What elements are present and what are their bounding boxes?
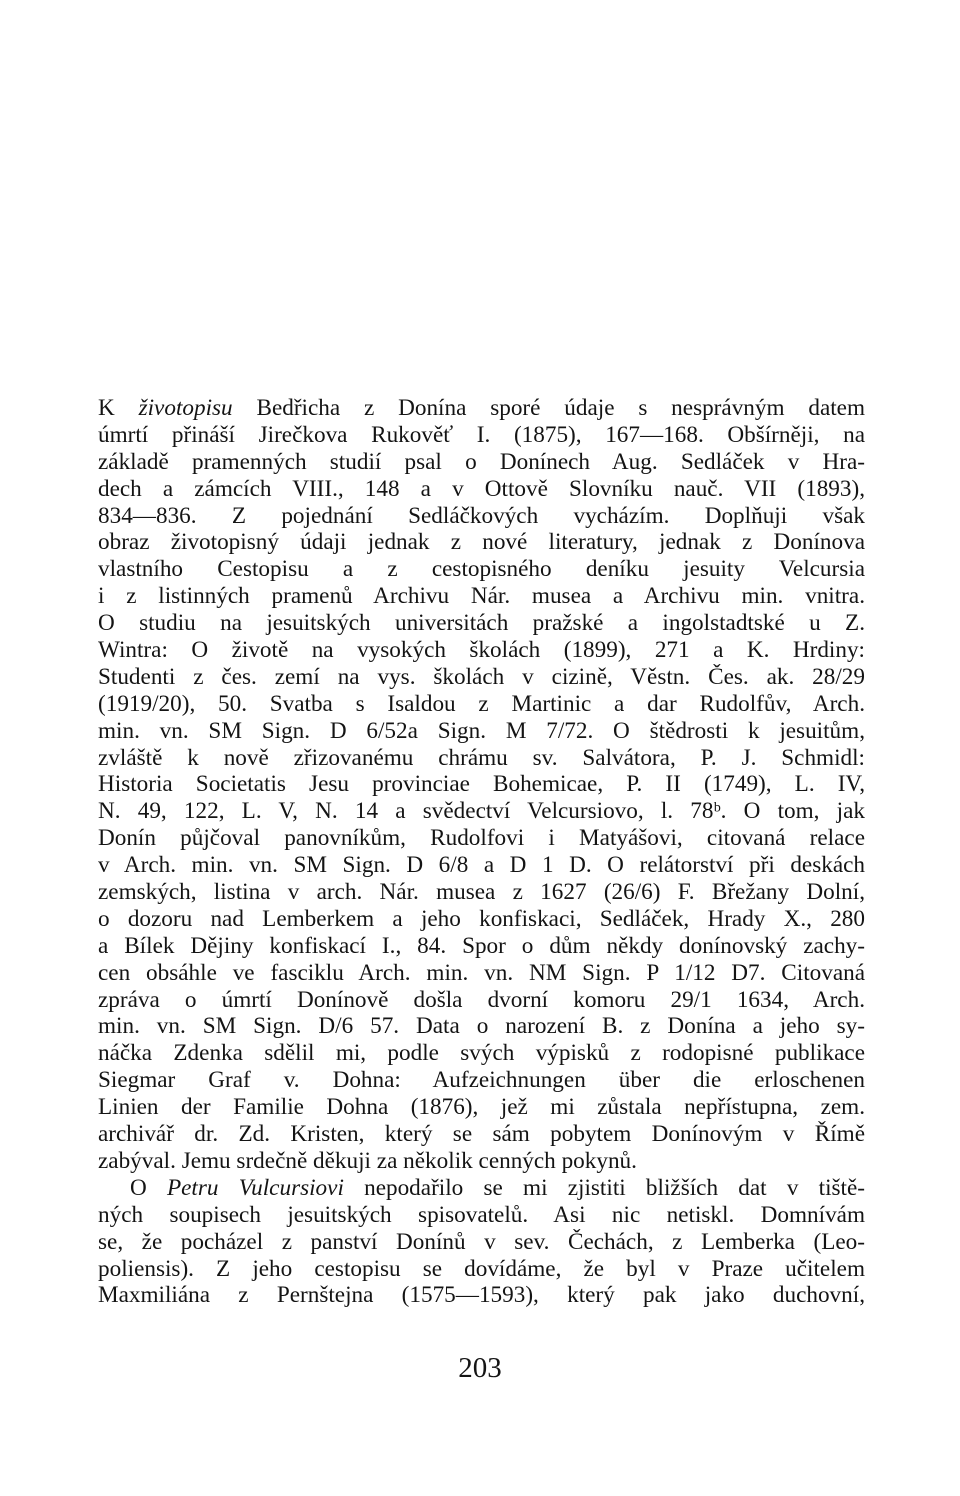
text-line: Siegmar Graf v. Dohna: Aufzeichnungen über die erloschenen: [98, 1067, 865, 1094]
text-line: N. 49, 122, L. V, N. 14 a svědectví Velcursiovo, l. 78ᵇ. O tom, jak: [98, 798, 865, 825]
text-line: ných soupisech jesuitských spisovatelů. Asi nic netiskl. Domnívám: [98, 1201, 865, 1228]
text-line: náčka Zdenka sdělil mi, podle svých výpisků z rodopisné publikace: [98, 1040, 865, 1067]
text-line: archivář dr. Zd. Kristen, který se sám pobytem Donínovým v Římě: [98, 1121, 865, 1148]
text-line: Wintra: O životě na vysokých školách (1899), 271 a K. Hrdiny:: [98, 637, 865, 664]
text-line: Maxmiliána z Pernštejna (1575—1593), který pak jako duchovní,: [98, 1282, 865, 1309]
text-line: dech a zámcích VIII., 148 a v Ottově Slovníku nauč. VII (1893),: [98, 475, 865, 502]
italic-term: životopisu: [138, 395, 233, 421]
text-line: zvláště k nově zřizovanému chrámu sv. Salvátora, P. J. Schmidl:: [98, 744, 865, 771]
text-line: Linien der Familie Dohna (1876), jež mi zůstala nepřístupna, zem.: [98, 1094, 865, 1121]
text-line: O studiu na jesuitských universitách pražské a ingolstadtské u Z.: [98, 610, 865, 637]
page-number: 203: [458, 1352, 502, 1384]
text-line: (1919/20), 50. Svatba s Isaldou z Martinic a dar Rudolfův, Arch.: [98, 690, 865, 717]
text-line: Historia Societatis Jesu provinciae Bohemicae, P. II (1749), L. IV,: [98, 771, 865, 798]
text-line: úmrtí přináší Jirečkova Rukověť I. (1875), 167—168. Obšírněji, na: [98, 421, 865, 448]
text-line: poliensis). Z jeho cestopisu se dovídáme, že byl v Praze učitelem: [98, 1255, 865, 1282]
text-line: zemských, listina v arch. Nár. musea z 1627 (26/6) F. Břežany Dolní,: [98, 879, 865, 906]
text-line: v Arch. min. vn. SM Sign. D 6/8 a D 1 D. O relátorství při deskách: [98, 852, 865, 879]
body-text: [98, 395, 865, 1309]
text-line: se, že pocházel z panství Donínů v sev. Čechách, z Lemberka (Leo-: [98, 1228, 865, 1255]
text-line: cen obsáhle ve fasciklu Arch. min. vn. NM Sign. P 1/12 D7. Citovaná: [98, 959, 865, 986]
text-line: i z listinných pramenů Archivu Nár. musea a Archivu min. vnitra.: [98, 583, 865, 610]
text-line: základě pramenných studií psal o Donínech Aug. Sedláček v Hra-: [98, 448, 865, 475]
text-line: O Petru Vulcursiovi nepodařilo se mi zjistiti bližších dat v tiště-: [130, 1174, 865, 1201]
italic-term: Petru Vulcursiovi: [166, 1174, 344, 1201]
text-line: min. vn. SM Sign. D 6/52a Sign. M 7/72. O štědrosti k jesuitům,: [98, 717, 865, 744]
text-line: K životopisu Bedřicha z Donína sporé údaje s nesprávným datem: [98, 395, 865, 421]
text-line: zabýval. Jemu srdečně děkuji za několik cenných pokynů.: [98, 1147, 637, 1174]
text-line: o dozoru nad Lemberkem a jeho konfiskaci, Sedláček, Hrady X., 280: [98, 905, 865, 932]
text-line: a Bílek Dějiny konfiskací I., 84. Spor o dům někdy donínovský zachy-: [98, 932, 865, 959]
text-line: obraz životopisný údaji jednak z nové literatury, jednak z Donínova: [98, 529, 865, 556]
text-line: 834—836. Z pojednání Sedláčkových vycházím. Doplňuji však: [98, 502, 865, 529]
text-line: vlastního Cestopisu a z cestopisného deníku jesuity Velcursia: [98, 556, 865, 583]
text-line: min. vn. SM Sign. D/6 57. Data o narození B. z Donína a jeho sy-: [98, 1013, 865, 1040]
text-line: Studenti z čes. zemí na vys. školách v cizině, Věstn. Čes. ak. 28/29: [98, 663, 865, 690]
text-line: zpráva o úmrtí Donínově došla dvorní komoru 29/1 1634, Arch.: [98, 986, 865, 1013]
text-line: Donín půjčoval panovníkům, Rudolfovi i Matyášovi, citovaná relace: [98, 825, 865, 852]
